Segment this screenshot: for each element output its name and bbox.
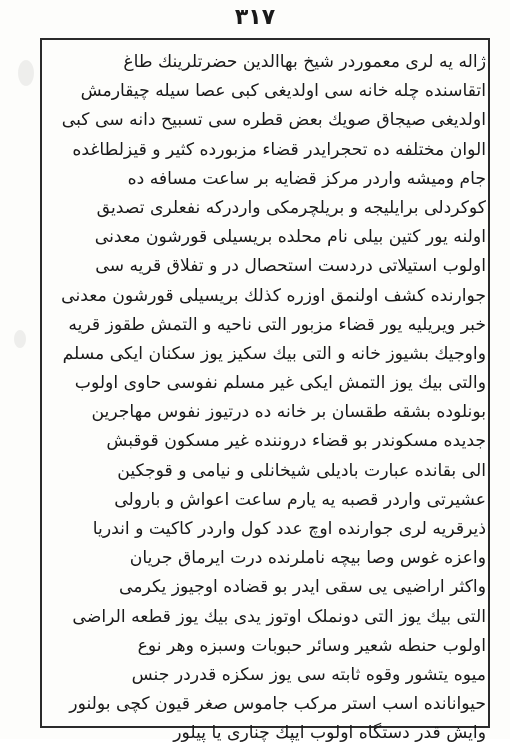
text-line: الی بقانده عبارت بادیلی شیخانلی و نیامی و قوجکین <box>117 460 486 481</box>
text-line: عشیرتی واردر قصبه یه یارم ساعت اعواش و بارولی <box>114 489 486 510</box>
page-number: ٣١٧ <box>234 5 276 30</box>
text-line: اتقاسنده چله خانه سی اولدیغی کبی عصا سیله چیقارمش <box>80 81 486 102</box>
text-line: اولدیغی صیجاق صویك بعض قطره سی تسبیح دانه سی کبی <box>61 110 486 131</box>
text-line: جام ومیشه واردر مرکز قضایه بر ساعت مسافه ده <box>127 168 486 189</box>
text-line: جوارنده کشف اولنمق اوزره کذلك بریسیلی قورشون معدنی <box>61 285 486 306</box>
text-line: اولوب استیلاتی دردست استحصال در و تفلاق قریه سی <box>95 256 486 277</box>
text-line: خبر ویریلیه یور قضاء مزبور التی ناحیه و التمش طقوز قریه <box>68 314 486 335</box>
text-line: واکثر اراضیی یی سقی ایدر بو قضاده اوجیوز یکرمی <box>118 577 486 598</box>
paper-smudge <box>18 60 34 86</box>
text-line: ذیرقریه لری جوارنده اوچ عدد کول واردر کاکیت و اندریا <box>92 519 486 539</box>
text-line: کوکردلی برایلیجه و بریلچرمکی واردرکه نفعلری تصدیق <box>96 197 486 218</box>
body-text <box>46 48 486 744</box>
text-line: واعزه غوس وصا بیچه ناملرنده درت ایرماق جریان <box>129 548 486 569</box>
text-line: اولوب حنطه شعیر وسائر حبوبات وسبزه وهر نوع <box>137 635 486 656</box>
text-line: اولنه یور کتین بیلی نام محلده بریسیلی قورشون معدنی <box>94 227 486 248</box>
text-line: الوان مختلفه ده تحجرایدر قضاء مزبورده کثیر و قیزلطاغده <box>72 139 486 160</box>
text-line: ژاله یه لری معموردر شیخ بهاالدین حضرتلرینك طاغ <box>123 52 486 72</box>
text-line: التی بیك یوز التی دونملک اوتوز یدی بیك یوز قطعه الراضی <box>72 606 486 627</box>
text-line: حیوانانده اسب استر مرکب جاموس صغر قیون کچی بولنور <box>69 694 486 715</box>
text-line: بونلوده بشقه طقسان بر خانه ده درتیوز نفوس مهاجرین <box>91 402 486 423</box>
text-line: واوجیك بشیوز خانه و التی بیك سکیز یوز سکنان ایکی مسلم <box>62 343 486 364</box>
text-line: وایش قدر دستگاه اولوب ایپك چناری یا پیلور <box>173 723 486 744</box>
text-line: والتی بیك یوز التمش ایکی غیر مسلم نفوسی حاوی اولوب <box>74 373 486 394</box>
text-line: جدیده مسکوندر بو قضاء دروننده غیر مسکون قوقبش <box>106 431 486 452</box>
paper-smudge <box>14 330 26 348</box>
text-line: میوه یتشور وقوه ثابته سی یوز سکزه قدردر جنس <box>131 664 486 685</box>
